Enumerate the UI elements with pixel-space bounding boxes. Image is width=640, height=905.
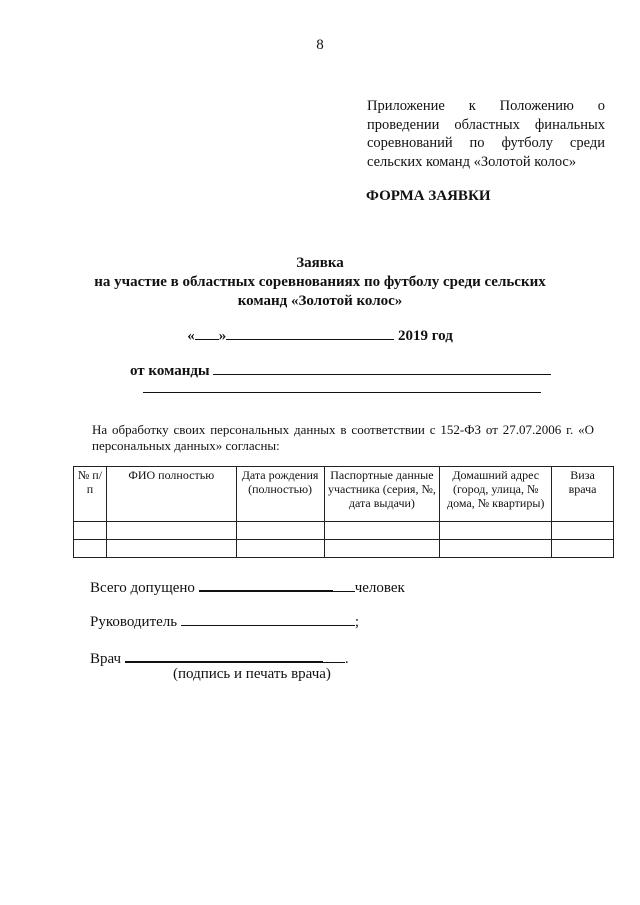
table-cell[interactable] [324, 522, 440, 540]
table-cell[interactable] [236, 522, 324, 540]
col-birthdate-header: Дата рождения (полностью) [236, 467, 324, 522]
leader-line [90, 611, 359, 631]
team-line-continuation [143, 378, 541, 398]
leader-label: Руководитель [90, 614, 178, 630]
application-title-block [80, 254, 560, 311]
team-name-blank-2 [143, 378, 541, 393]
year-label: 2019 год [397, 328, 453, 344]
table-row [74, 540, 614, 558]
date-line [0, 325, 640, 345]
application-title: Заявка [296, 255, 344, 271]
allowed-count-line [90, 576, 405, 597]
doctor-signature-blank [125, 647, 323, 663]
consent-statement: На обработку своих персональных данных в соответствии с 152-ФЗ от 27.07.2006 г. «О персональных данных» согласны: [92, 422, 594, 453]
table-header-row [74, 467, 614, 522]
leader-end: ; [354, 614, 360, 630]
date-close-quote: » [218, 328, 227, 344]
table-cell[interactable] [440, 522, 552, 540]
doctor-end: . [344, 651, 349, 667]
col-number-header: № п/п [74, 467, 107, 522]
col-address-header: Домашний адрес (город, улица, № дома, № квартиры) [440, 467, 552, 522]
table-row [74, 522, 614, 540]
table-cell[interactable] [106, 522, 236, 540]
team-line [130, 360, 551, 380]
col-passport-header: Паспортные данные участника (серия, №, дата выдачи) [324, 467, 440, 522]
team-label: от команды [130, 363, 210, 379]
table-cell[interactable] [74, 522, 107, 540]
application-subtitle: на участие в областных соревнованиях по футболу среди сельских команд «Золотой колос» [94, 274, 546, 309]
participants-table [73, 466, 614, 558]
date-open-quote: « [187, 328, 195, 344]
col-name-header: ФИО полностью [106, 467, 236, 522]
doctor-line [90, 647, 349, 668]
doctor-signature-note: (подпись и печать врача) [173, 666, 331, 682]
table-cell[interactable] [106, 540, 236, 558]
allowed-count-blank-tail [333, 577, 355, 592]
team-name-blank [213, 360, 551, 375]
col-doctor-visa-header: Виза врача [552, 467, 614, 522]
allowed-unit: человек [354, 580, 405, 596]
form-title: ФОРМА ЗАЯВКИ [366, 188, 491, 204]
day-blank [195, 325, 219, 340]
leader-signature-blank [181, 611, 355, 626]
doctor-signature-blank-tail [323, 648, 345, 663]
page-number: 8 [316, 37, 324, 53]
table-cell[interactable] [236, 540, 324, 558]
table-cell[interactable] [324, 540, 440, 558]
table-cell[interactable] [552, 540, 614, 558]
doctor-label: Врач [90, 651, 122, 667]
allowed-count-blank [199, 576, 333, 592]
annex-note: Приложение к Положению о проведении областных финальных соревнований по футболу среди сельских команд «Золотой колос» [367, 98, 605, 170]
allowed-label: Всего допущено [90, 580, 195, 596]
table-cell[interactable] [552, 522, 614, 540]
month-blank [226, 325, 394, 340]
table-cell[interactable] [440, 540, 552, 558]
table-cell[interactable] [74, 540, 107, 558]
